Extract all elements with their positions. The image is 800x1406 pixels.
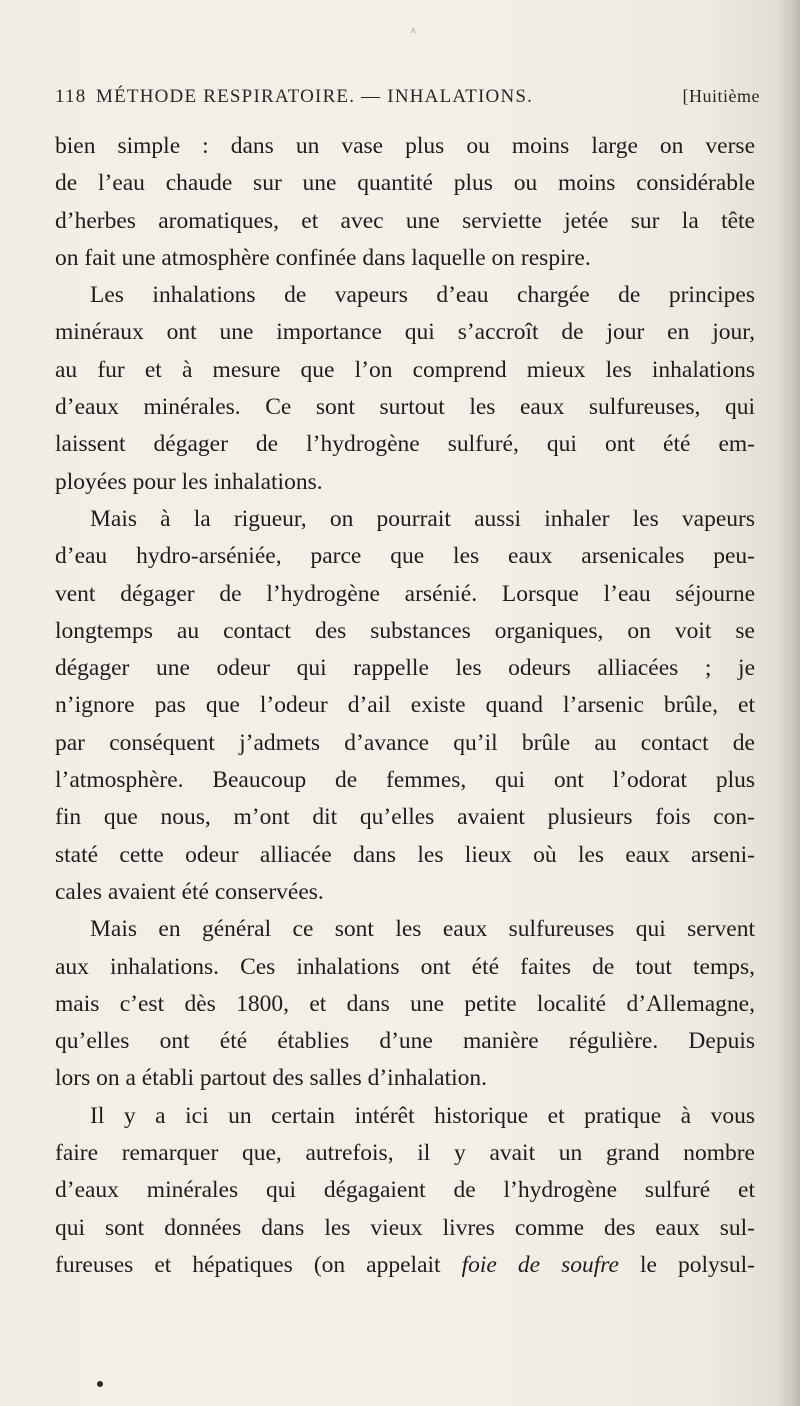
- paragraph-start-line: Mais à la rigueur, on pourrait aussi inhaler les vapeurs: [90, 505, 755, 532]
- paragraph-start-line: Les inhalations de vapeurs d’eau chargée de principes: [90, 282, 755, 309]
- text-line: de l’eau chaude sur une quantité plus ou moins considérable: [55, 170, 755, 197]
- text-line: fin que nous, m’ont dit qu’elles avaient plusieurs fois con-: [55, 804, 755, 831]
- italic-term: foie de soufre: [461, 1251, 619, 1278]
- text-line: bien simple : dans un vase plus ou moins large on verse: [55, 133, 755, 159]
- text-line: aux inhalations. Ces inhalations ont été faites de tout temps,: [55, 953, 755, 980]
- text-line: lors on a établi partout des salles d’inhalation.: [55, 1065, 488, 1092]
- text-fragment: fureuses et hépatiques (on appelait: [55, 1251, 462, 1278]
- text-line: n’ignore pas que l’odeur d’ail existe quand l’arsenic brûle, et: [55, 692, 755, 719]
- text-line: l’atmosphère. Beaucoup de femmes, qui ont l’odorat plus: [55, 767, 755, 794]
- text-line: dégager une odeur qui rappelle les odeurs alliacées ; je: [55, 655, 755, 682]
- text-line: mais c’est dès 1800, et dans une petite localité d’Allemagne,: [55, 990, 755, 1017]
- text-line: au fur et à mesure que l’on comprend mieux les inhalations: [55, 356, 755, 383]
- text-line: faire remarquer que, autrefois, il y avait un grand nombre: [55, 1140, 755, 1167]
- text-line: staté cette odeur alliacée dans les lieux où les eaux arseni-: [55, 841, 755, 868]
- page-edge-shadow: [778, 0, 800, 1406]
- section-label: [Huitième: [682, 86, 760, 106]
- running-title: MÉTHODE RESPIRATOIRE. — INHALATIONS.: [96, 86, 534, 107]
- text-line: qu’elles ont été établies d’une manière régulière. Depuis: [55, 1028, 755, 1055]
- text-line: minéraux ont une importance qui s’accroît de jour en jour,: [55, 319, 755, 346]
- text-fragment: le polysul-: [618, 1251, 755, 1278]
- text-line: par conséquent j’admets d’avance qu’il brûle au contact de: [55, 729, 755, 756]
- text-line: d’eau hydro-arséniée, parce que les eaux arsenicales peu-: [55, 543, 755, 570]
- text-line: on fait une atmosphère confinée dans laquelle on respire.: [55, 244, 591, 271]
- page-number: 118: [55, 86, 87, 107]
- text-line: cales avaient été conservées.: [55, 878, 324, 905]
- text-line-with-italic: [55, 1247, 755, 1284]
- paragraph-start-line: Mais en général ce sont les eaux sulfureuses qui servent: [90, 916, 755, 943]
- text-line: qui sont données dans les vieux livres comme des eaux sul-: [55, 1214, 755, 1241]
- ink-speck: [97, 1381, 103, 1387]
- text-line: d’herbes aromatiques, et avec une serviette jetée sur la tête: [55, 207, 755, 234]
- text-line: longtemps au contact des substances organiques, on voit se: [55, 617, 755, 644]
- printer-mark: ^: [411, 27, 416, 38]
- text-line: ployées pour les inhalations.: [55, 468, 323, 495]
- text-line: laissent dégager de l’hydrogène sulfuré, qui ont été em-: [55, 431, 755, 458]
- text-line: d’eaux minérales qui dégagaient de l’hydrogène sulfuré et: [55, 1177, 755, 1204]
- text-line: vent dégager de l’hydrogène arsénié. Lorsque l’eau séjourne: [55, 580, 755, 607]
- text-line: d’eaux minérales. Ce sont surtout les eaux sulfureuses, qui: [55, 394, 755, 421]
- running-header: [55, 86, 760, 116]
- paragraph-start-line: Il y a ici un certain intérêt historique et pratique à vous: [90, 1102, 755, 1129]
- body-text: [55, 128, 755, 1284]
